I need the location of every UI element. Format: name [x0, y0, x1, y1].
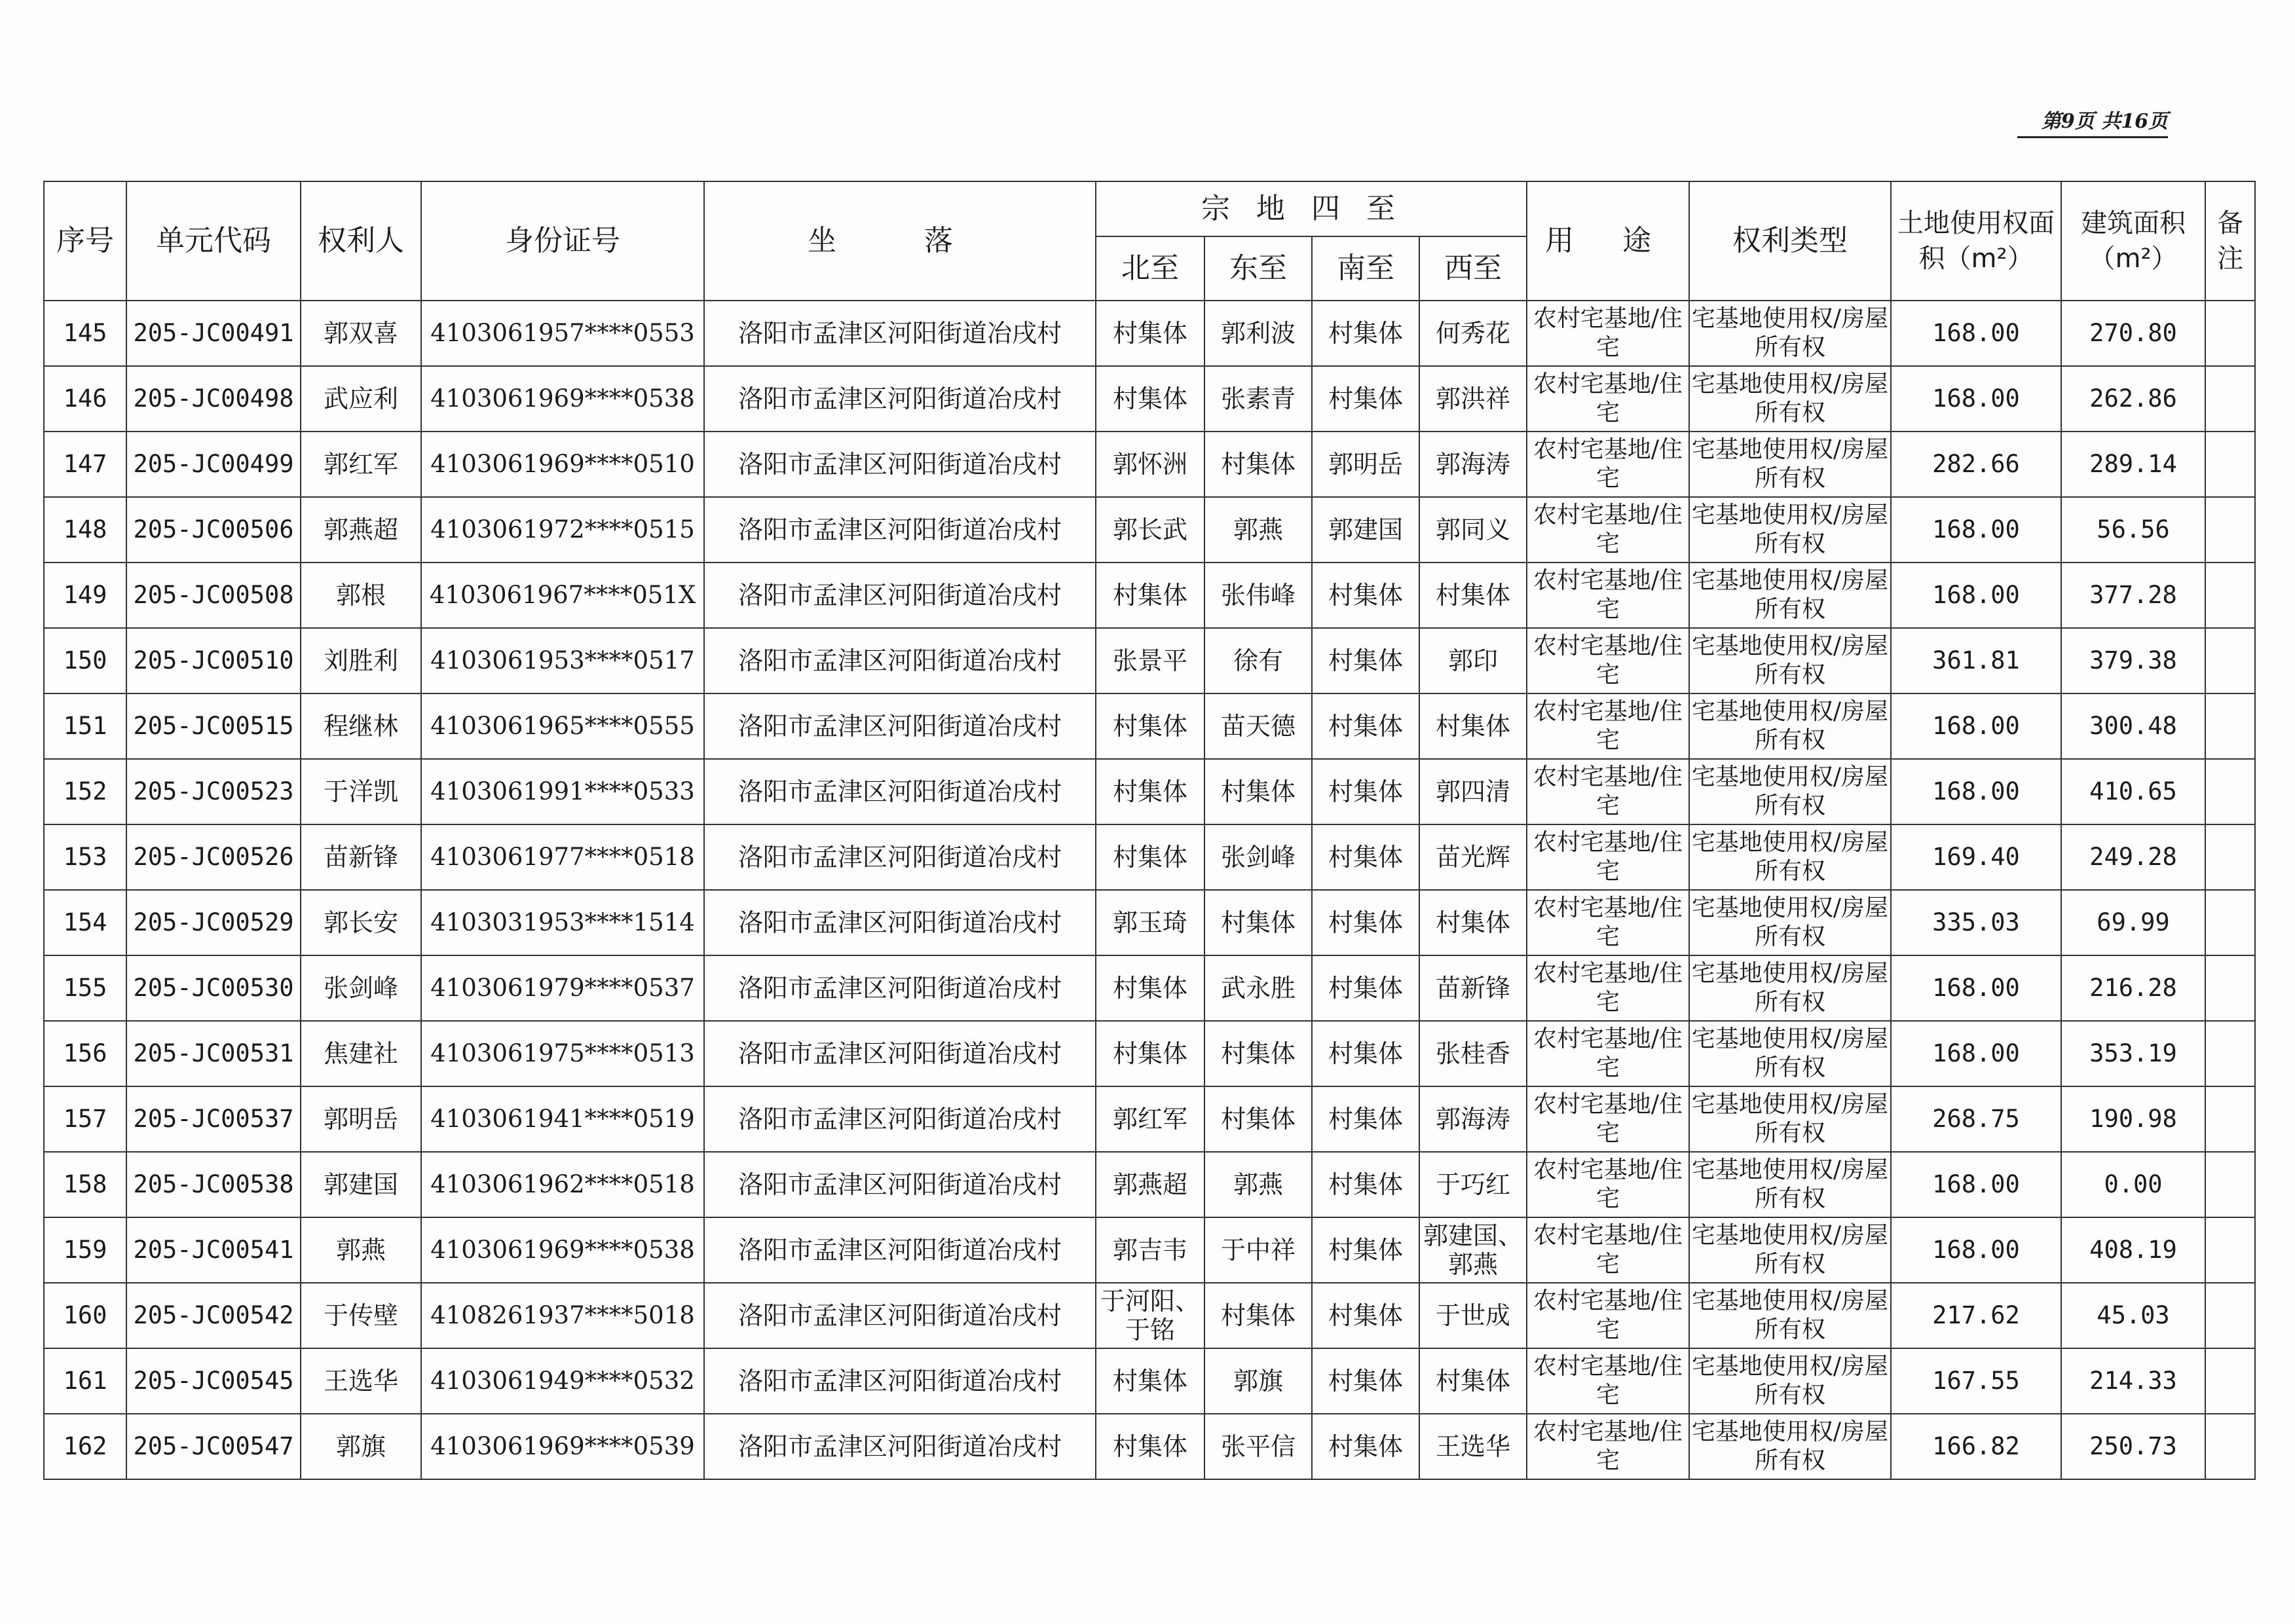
cell-south: 村集体: [1312, 628, 1419, 693]
cell-north: 村集体: [1096, 1414, 1204, 1479]
cell-west: 于世成: [1419, 1283, 1527, 1348]
cell-north: 郭长武: [1096, 497, 1204, 563]
cell-south: 村集体: [1312, 563, 1419, 628]
cell-right-type: 宅基地使用权/房屋所有权: [1689, 1152, 1891, 1217]
cell-north: 郭玉琦: [1096, 890, 1204, 955]
page-number-label: 第9页 共16页: [2017, 105, 2168, 138]
cell-north: 郭吉韦: [1096, 1217, 1204, 1283]
table-row: [44, 301, 2255, 366]
header-remarks: 备注: [2205, 181, 2255, 301]
cell-seq: 155: [44, 955, 126, 1021]
cell-north: 郭红军: [1096, 1086, 1204, 1152]
cell-building-area: 408.19: [2061, 1217, 2205, 1283]
cell-usage: 农村宅基地/住宅: [1527, 955, 1689, 1021]
cell-location: 洛阳市孟津区河阳街道冶戌村: [704, 1348, 1096, 1414]
cell-land-area: 168.00: [1891, 955, 2061, 1021]
cell-west: 郭建国、郭燕: [1419, 1217, 1527, 1283]
cell-west: 何秀花: [1419, 301, 1527, 366]
cell-id-number: 4103061969****0538: [421, 366, 704, 432]
cell-west: 郭海涛: [1419, 1086, 1527, 1152]
cell-right-type: 宅基地使用权/房屋所有权: [1689, 301, 1891, 366]
cell-east: 村集体: [1204, 890, 1312, 955]
cell-seq: 152: [44, 759, 126, 824]
cell-north: 郭燕超: [1096, 1152, 1204, 1217]
cell-building-area: 300.48: [2061, 693, 2205, 759]
cell-unit-code: 205-JC00491: [126, 301, 301, 366]
cell-east: 村集体: [1204, 432, 1312, 497]
cell-building-area: 216.28: [2061, 955, 2205, 1021]
cell-west: 苗光辉: [1419, 824, 1527, 890]
cell-seq: 162: [44, 1414, 126, 1479]
cell-south: 村集体: [1312, 824, 1419, 890]
cell-owner: 武应利: [301, 366, 421, 432]
table-row: [44, 693, 2255, 759]
cell-south: 村集体: [1312, 1283, 1419, 1348]
cell-west: 郭海涛: [1419, 432, 1527, 497]
cell-building-area: 262.86: [2061, 366, 2205, 432]
cell-land-area: 168.00: [1891, 1152, 2061, 1217]
cell-building-area: 270.80: [2061, 301, 2205, 366]
cell-east: 郭旗: [1204, 1348, 1312, 1414]
cell-north: 张景平: [1096, 628, 1204, 693]
cell-usage: 农村宅基地/住宅: [1527, 693, 1689, 759]
header-building-area: 建筑面积（m²）: [2061, 181, 2205, 301]
cell-land-area: 168.00: [1891, 759, 2061, 824]
cell-location: 洛阳市孟津区河阳街道冶戌村: [704, 1021, 1096, 1086]
table-row: [44, 1152, 2255, 1217]
cell-location: 洛阳市孟津区河阳街道冶戌村: [704, 693, 1096, 759]
cell-owner: 郭红军: [301, 432, 421, 497]
cell-land-area: 168.00: [1891, 693, 2061, 759]
cell-owner: 焦建社: [301, 1021, 421, 1086]
cell-remarks: [2205, 955, 2255, 1021]
cell-seq: 156: [44, 1021, 126, 1086]
cell-usage: 农村宅基地/住宅: [1527, 1283, 1689, 1348]
cell-south: 村集体: [1312, 955, 1419, 1021]
cell-east: 张素青: [1204, 366, 1312, 432]
cell-remarks: [2205, 1152, 2255, 1217]
cell-land-area: 166.82: [1891, 1414, 2061, 1479]
cell-west: 村集体: [1419, 890, 1527, 955]
cell-building-area: 0.00: [2061, 1152, 2205, 1217]
header-right-type: 权利类型: [1689, 181, 1891, 301]
cell-south: 郭明岳: [1312, 432, 1419, 497]
cell-building-area: 190.98: [2061, 1086, 2205, 1152]
cell-remarks: [2205, 563, 2255, 628]
cell-building-area: 353.19: [2061, 1021, 2205, 1086]
cell-seq: 147: [44, 432, 126, 497]
cell-id-number: 4103061941****0519: [421, 1086, 704, 1152]
cell-north: 于河阳、于铭: [1096, 1283, 1204, 1348]
cell-remarks: [2205, 366, 2255, 432]
cell-east: 徐有: [1204, 628, 1312, 693]
cell-owner: 郭明岳: [301, 1086, 421, 1152]
cell-seq: 158: [44, 1152, 126, 1217]
cell-id-number: 4103061977****0518: [421, 824, 704, 890]
cell-seq: 146: [44, 366, 126, 432]
cell-remarks: [2205, 1217, 2255, 1283]
cell-remarks: [2205, 1348, 2255, 1414]
cell-remarks: [2205, 890, 2255, 955]
cell-location: 洛阳市孟津区河阳街道冶戌村: [704, 1152, 1096, 1217]
cell-usage: 农村宅基地/住宅: [1527, 1086, 1689, 1152]
cell-land-area: 282.66: [1891, 432, 2061, 497]
cell-building-area: 56.56: [2061, 497, 2205, 563]
cell-right-type: 宅基地使用权/房屋所有权: [1689, 759, 1891, 824]
header-id-number: 身份证号: [421, 181, 704, 301]
cell-west: 村集体: [1419, 563, 1527, 628]
cell-seq: 145: [44, 301, 126, 366]
cell-south: 村集体: [1312, 366, 1419, 432]
cell-unit-code: 205-JC00541: [126, 1217, 301, 1283]
header-location: 坐 落: [704, 181, 1096, 301]
cell-remarks: [2205, 824, 2255, 890]
cell-right-type: 宅基地使用权/房屋所有权: [1689, 497, 1891, 563]
cell-building-area: 377.28: [2061, 563, 2205, 628]
table-row: [44, 497, 2255, 563]
cell-right-type: 宅基地使用权/房屋所有权: [1689, 955, 1891, 1021]
cell-id-number: 4103061979****0537: [421, 955, 704, 1021]
cell-remarks: [2205, 628, 2255, 693]
cell-land-area: 168.00: [1891, 563, 2061, 628]
table-row: [44, 1283, 2255, 1348]
cell-id-number: 4103031953****1514: [421, 890, 704, 955]
header-south: 南至: [1312, 236, 1419, 301]
cell-location: 洛阳市孟津区河阳街道冶戌村: [704, 1283, 1096, 1348]
cell-west: 于巧红: [1419, 1152, 1527, 1217]
cell-usage: 农村宅基地/住宅: [1527, 497, 1689, 563]
cell-west: 村集体: [1419, 693, 1527, 759]
cell-east: 郭燕: [1204, 1152, 1312, 1217]
table-row: [44, 1348, 2255, 1414]
cell-owner: 王选华: [301, 1348, 421, 1414]
header-unit-code: 单元代码: [126, 181, 301, 301]
cell-right-type: 宅基地使用权/房屋所有权: [1689, 693, 1891, 759]
cell-right-type: 宅基地使用权/房屋所有权: [1689, 1414, 1891, 1479]
cell-usage: 农村宅基地/住宅: [1527, 824, 1689, 890]
cell-north: 村集体: [1096, 759, 1204, 824]
cell-right-type: 宅基地使用权/房屋所有权: [1689, 628, 1891, 693]
cell-usage: 农村宅基地/住宅: [1527, 366, 1689, 432]
table-row: [44, 890, 2255, 955]
cell-owner: 郭建国: [301, 1152, 421, 1217]
cell-remarks: [2205, 759, 2255, 824]
table-row: [44, 366, 2255, 432]
cell-unit-code: 205-JC00545: [126, 1348, 301, 1414]
cell-east: 郭燕: [1204, 497, 1312, 563]
cell-unit-code: 205-JC00542: [126, 1283, 301, 1348]
cell-east: 村集体: [1204, 1086, 1312, 1152]
cell-owner: 郭长安: [301, 890, 421, 955]
table-row: [44, 759, 2255, 824]
cell-land-area: 168.00: [1891, 366, 2061, 432]
cell-building-area: 214.33: [2061, 1348, 2205, 1414]
cell-south: 村集体: [1312, 1348, 1419, 1414]
cell-right-type: 宅基地使用权/房屋所有权: [1689, 432, 1891, 497]
cell-north: 村集体: [1096, 955, 1204, 1021]
cell-west: 王选华: [1419, 1414, 1527, 1479]
cell-seq: 159: [44, 1217, 126, 1283]
cell-unit-code: 205-JC00498: [126, 366, 301, 432]
cell-id-number: 4103061965****0555: [421, 693, 704, 759]
table-row: [44, 1414, 2255, 1479]
cell-usage: 农村宅基地/住宅: [1527, 1217, 1689, 1283]
cell-unit-code: 205-JC00530: [126, 955, 301, 1021]
cell-right-type: 宅基地使用权/房屋所有权: [1689, 1348, 1891, 1414]
table-row: [44, 1021, 2255, 1086]
cell-south: 村集体: [1312, 693, 1419, 759]
cell-seq: 151: [44, 693, 126, 759]
cell-owner: 刘胜利: [301, 628, 421, 693]
table-row: [44, 432, 2255, 497]
header-seq: 序号: [44, 181, 126, 301]
cell-right-type: 宅基地使用权/房屋所有权: [1689, 890, 1891, 955]
cell-id-number: 4103061991****0533: [421, 759, 704, 824]
cell-unit-code: 205-JC00510: [126, 628, 301, 693]
cell-location: 洛阳市孟津区河阳街道冶戌村: [704, 628, 1096, 693]
cell-unit-code: 205-JC00523: [126, 759, 301, 824]
cell-id-number: 4103061975****0513: [421, 1021, 704, 1086]
cell-west: 郭同义: [1419, 497, 1527, 563]
cell-seq: 153: [44, 824, 126, 890]
cell-land-area: 168.00: [1891, 1217, 2061, 1283]
cell-owner: 郭燕超: [301, 497, 421, 563]
cell-south: 村集体: [1312, 890, 1419, 955]
cell-location: 洛阳市孟津区河阳街道冶戌村: [704, 497, 1096, 563]
cell-usage: 农村宅基地/住宅: [1527, 890, 1689, 955]
header-owner: 权利人: [301, 181, 421, 301]
cell-unit-code: 205-JC00529: [126, 890, 301, 955]
cell-location: 洛阳市孟津区河阳街道冶戌村: [704, 1414, 1096, 1479]
cell-north: 村集体: [1096, 824, 1204, 890]
cell-unit-code: 205-JC00526: [126, 824, 301, 890]
cell-owner: 于洋凯: [301, 759, 421, 824]
cell-unit-code: 205-JC00499: [126, 432, 301, 497]
cell-east: 郭利波: [1204, 301, 1312, 366]
cell-south: 村集体: [1312, 301, 1419, 366]
cell-land-area: 169.40: [1891, 824, 2061, 890]
cell-north: 村集体: [1096, 1021, 1204, 1086]
cell-east: 苗天德: [1204, 693, 1312, 759]
cell-remarks: [2205, 1021, 2255, 1086]
cell-location: 洛阳市孟津区河阳街道冶戌村: [704, 301, 1096, 366]
cell-unit-code: 205-JC00537: [126, 1086, 301, 1152]
cell-seq: 150: [44, 628, 126, 693]
cell-owner: 张剑峰: [301, 955, 421, 1021]
cell-north: 郭怀洲: [1096, 432, 1204, 497]
cell-right-type: 宅基地使用权/房屋所有权: [1689, 366, 1891, 432]
header-west: 西至: [1419, 236, 1527, 301]
cell-south: 村集体: [1312, 1152, 1419, 1217]
cell-location: 洛阳市孟津区河阳街道冶戌村: [704, 890, 1096, 955]
cell-id-number: 4103061972****0515: [421, 497, 704, 563]
cell-unit-code: 205-JC00531: [126, 1021, 301, 1086]
cell-north: 村集体: [1096, 366, 1204, 432]
table-row: [44, 955, 2255, 1021]
cell-usage: 农村宅基地/住宅: [1527, 301, 1689, 366]
cell-owner: 苗新锋: [301, 824, 421, 890]
cell-west: 村集体: [1419, 1348, 1527, 1414]
cell-east: 于中祥: [1204, 1217, 1312, 1283]
cell-building-area: 250.73: [2061, 1414, 2205, 1479]
cell-east: 张平信: [1204, 1414, 1312, 1479]
header-north: 北至: [1096, 236, 1204, 301]
cell-location: 洛阳市孟津区河阳街道冶戌村: [704, 563, 1096, 628]
cell-id-number: 4108261937****5018: [421, 1283, 704, 1348]
cell-west: 郭四清: [1419, 759, 1527, 824]
cell-building-area: 249.28: [2061, 824, 2205, 890]
cell-seq: 160: [44, 1283, 126, 1348]
cell-id-number: 4103061967****051X: [421, 563, 704, 628]
cell-owner: 于传壁: [301, 1283, 421, 1348]
cell-remarks: [2205, 1086, 2255, 1152]
cell-remarks: [2205, 693, 2255, 759]
cell-location: 洛阳市孟津区河阳街道冶戌村: [704, 1086, 1096, 1152]
cell-north: 村集体: [1096, 563, 1204, 628]
cell-unit-code: 205-JC00506: [126, 497, 301, 563]
header-usage: 用 途: [1527, 181, 1689, 301]
cell-east: 武永胜: [1204, 955, 1312, 1021]
cell-location: 洛阳市孟津区河阳街道冶戌村: [704, 824, 1096, 890]
cell-unit-code: 205-JC00508: [126, 563, 301, 628]
cell-remarks: [2205, 1283, 2255, 1348]
cell-unit-code: 205-JC00515: [126, 693, 301, 759]
cell-location: 洛阳市孟津区河阳街道冶戌村: [704, 1217, 1096, 1283]
cell-unit-code: 205-JC00538: [126, 1152, 301, 1217]
cell-land-area: 217.62: [1891, 1283, 2061, 1348]
cell-west: 郭印: [1419, 628, 1527, 693]
cell-seq: 149: [44, 563, 126, 628]
cell-usage: 农村宅基地/住宅: [1527, 1414, 1689, 1479]
cell-unit-code: 205-JC00547: [126, 1414, 301, 1479]
cell-seq: 161: [44, 1348, 126, 1414]
header-land-area: 土地使用权面积（m²）: [1891, 181, 2061, 301]
cell-building-area: 69.99: [2061, 890, 2205, 955]
cell-remarks: [2205, 497, 2255, 563]
table-row: [44, 563, 2255, 628]
header-east: 东至: [1204, 236, 1312, 301]
cell-south: 村集体: [1312, 1021, 1419, 1086]
cell-building-area: 410.65: [2061, 759, 2205, 824]
cell-id-number: 4103061962****0518: [421, 1152, 704, 1217]
cell-usage: 农村宅基地/住宅: [1527, 1348, 1689, 1414]
cell-usage: 农村宅基地/住宅: [1527, 432, 1689, 497]
cell-west: 郭洪祥: [1419, 366, 1527, 432]
cell-land-area: 268.75: [1891, 1086, 2061, 1152]
cell-id-number: 4103061953****0517: [421, 628, 704, 693]
cell-usage: 农村宅基地/住宅: [1527, 563, 1689, 628]
cell-id-number: 4103061949****0532: [421, 1348, 704, 1414]
cell-right-type: 宅基地使用权/房屋所有权: [1689, 563, 1891, 628]
cell-east: 村集体: [1204, 759, 1312, 824]
cell-remarks: [2205, 301, 2255, 366]
cell-land-area: 168.00: [1891, 301, 2061, 366]
cell-id-number: 4103061957****0553: [421, 301, 704, 366]
cell-north: 村集体: [1096, 1348, 1204, 1414]
cell-land-area: 168.00: [1891, 497, 2061, 563]
cell-west: 张桂香: [1419, 1021, 1527, 1086]
cell-land-area: 168.00: [1891, 1021, 2061, 1086]
header-boundary-group: 宗地四至: [1096, 181, 1527, 236]
cell-location: 洛阳市孟津区河阳街道冶戌村: [704, 432, 1096, 497]
cell-seq: 148: [44, 497, 126, 563]
cell-south: 村集体: [1312, 1217, 1419, 1283]
cell-owner: 郭燕: [301, 1217, 421, 1283]
cell-seq: 157: [44, 1086, 126, 1152]
cell-usage: 农村宅基地/住宅: [1527, 1152, 1689, 1217]
cell-east: 张剑峰: [1204, 824, 1312, 890]
cell-east: 村集体: [1204, 1283, 1312, 1348]
cell-building-area: 45.03: [2061, 1283, 2205, 1348]
cell-id-number: 4103061969****0539: [421, 1414, 704, 1479]
cell-building-area: 379.38: [2061, 628, 2205, 693]
cell-right-type: 宅基地使用权/房屋所有权: [1689, 1086, 1891, 1152]
cell-right-type: 宅基地使用权/房屋所有权: [1689, 1217, 1891, 1283]
cell-north: 村集体: [1096, 301, 1204, 366]
cell-east: 村集体: [1204, 1021, 1312, 1086]
table-row: [44, 1217, 2255, 1283]
cell-right-type: 宅基地使用权/房屋所有权: [1689, 824, 1891, 890]
table-row: [44, 628, 2255, 693]
cell-owner: 郭旗: [301, 1414, 421, 1479]
cell-id-number: 4103061969****0538: [421, 1217, 704, 1283]
cell-south: 村集体: [1312, 1086, 1419, 1152]
cell-south: 郭建国: [1312, 497, 1419, 563]
cell-owner: 程继林: [301, 693, 421, 759]
cell-location: 洛阳市孟津区河阳街道冶戌村: [704, 955, 1096, 1021]
table-row: [44, 1086, 2255, 1152]
cell-south: 村集体: [1312, 1414, 1419, 1479]
cell-south: 村集体: [1312, 759, 1419, 824]
cell-north: 村集体: [1096, 693, 1204, 759]
cell-location: 洛阳市孟津区河阳街道冶戌村: [704, 759, 1096, 824]
cell-land-area: 167.55: [1891, 1348, 2061, 1414]
cell-building-area: 289.14: [2061, 432, 2205, 497]
cell-usage: 农村宅基地/住宅: [1527, 628, 1689, 693]
cell-seq: 154: [44, 890, 126, 955]
cell-remarks: [2205, 432, 2255, 497]
cell-location: 洛阳市孟津区河阳街道冶戌村: [704, 366, 1096, 432]
cell-right-type: 宅基地使用权/房屋所有权: [1689, 1283, 1891, 1348]
cell-land-area: 335.03: [1891, 890, 2061, 955]
cell-land-area: 361.81: [1891, 628, 2061, 693]
cell-id-number: 4103061969****0510: [421, 432, 704, 497]
cell-owner: 郭双喜: [301, 301, 421, 366]
cell-usage: 农村宅基地/住宅: [1527, 759, 1689, 824]
cell-east: 张伟峰: [1204, 563, 1312, 628]
cell-owner: 郭根: [301, 563, 421, 628]
cell-west: 苗新锋: [1419, 955, 1527, 1021]
cell-remarks: [2205, 1414, 2255, 1479]
cell-right-type: 宅基地使用权/房屋所有权: [1689, 1021, 1891, 1086]
table-row: [44, 824, 2255, 890]
registry-table: [43, 181, 2256, 1480]
cell-usage: 农村宅基地/住宅: [1527, 1021, 1689, 1086]
